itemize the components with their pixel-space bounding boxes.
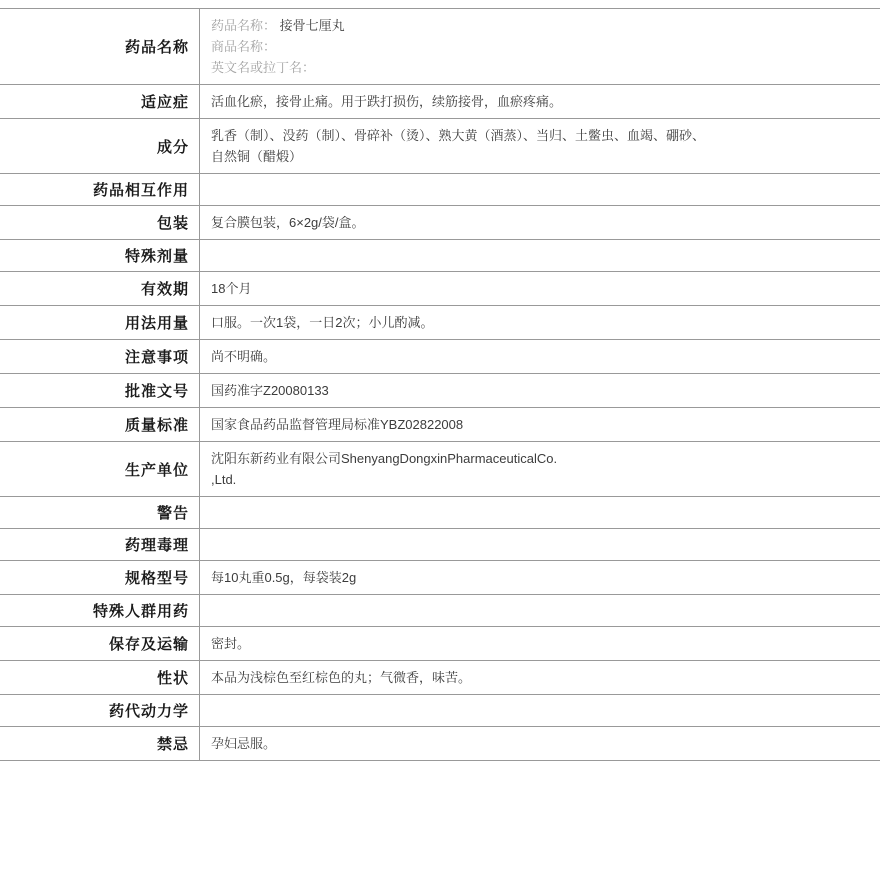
row-value: [200, 306, 880, 339]
value-line: [211, 15, 872, 36]
table-row: [0, 85, 880, 119]
row-value: [200, 442, 880, 496]
row-label: 特殊剂量: [0, 240, 200, 271]
row-label: 质量标准: [0, 408, 200, 441]
value-line: [211, 346, 872, 367]
value-line: [211, 146, 872, 167]
row-label: 成分: [0, 119, 200, 173]
row-value: [200, 529, 880, 560]
row-label: 药理毒理: [0, 529, 200, 560]
value-line: [211, 633, 872, 654]
row-value: [200, 206, 880, 239]
field-value: 复合膜包装，6×2g/袋/盒。: [211, 215, 365, 230]
row-value: [200, 85, 880, 118]
table-row: [0, 661, 880, 695]
row-value: [200, 374, 880, 407]
table-row: [0, 306, 880, 340]
row-value: [200, 9, 880, 84]
value-line: [211, 125, 872, 146]
field-value: 密封。: [211, 636, 251, 651]
value-line: [211, 733, 872, 754]
table-row: [0, 408, 880, 442]
table-row: [0, 119, 880, 174]
row-value: [200, 240, 880, 271]
field-value: 18个月: [211, 281, 252, 296]
field-value: 接骨七厘丸: [279, 18, 345, 33]
table-row: [0, 340, 880, 374]
row-value: [200, 119, 880, 173]
row-label: 规格型号: [0, 561, 200, 594]
table-row: [0, 529, 880, 561]
row-value: [200, 561, 880, 594]
table-row: [0, 442, 880, 497]
field-value: 口服。一次1袋，一日2次；小儿酌减。: [211, 315, 434, 330]
table-row: [0, 627, 880, 661]
field-value: ,Ltd.: [211, 472, 237, 487]
value-line: [211, 91, 872, 112]
table-row: [0, 561, 880, 595]
row-label: 性状: [0, 661, 200, 694]
row-label: 保存及运输: [0, 627, 200, 660]
value-line: [211, 36, 872, 57]
value-line: [211, 448, 872, 469]
field-value: 国家食品药品监督管理局标准YBZ02822008: [211, 417, 464, 432]
field-value: 自然铜（醋煅）: [211, 149, 303, 164]
row-value: [200, 695, 880, 726]
field-value: 每10丸重0.5g，每袋装2g: [211, 570, 357, 585]
field-label: 药品名称：: [211, 18, 280, 33]
row-label: 警告: [0, 497, 200, 528]
row-label: 注意事项: [0, 340, 200, 373]
value-line: [211, 380, 872, 401]
row-label: 药代动力学: [0, 695, 200, 726]
value-line: [211, 667, 872, 688]
row-label: 用法用量: [0, 306, 200, 339]
value-line: [211, 312, 872, 333]
table-row: [0, 9, 880, 85]
row-value: [200, 727, 880, 760]
row-value: [200, 661, 880, 694]
row-label: 特殊人群用药: [0, 595, 200, 626]
table-row: [0, 174, 880, 206]
table-row: [0, 374, 880, 408]
row-value: [200, 408, 880, 441]
row-value: [200, 272, 880, 305]
field-value: 国药准字Z20080133: [211, 383, 329, 398]
row-value: [200, 627, 880, 660]
row-label: 包装: [0, 206, 200, 239]
field-value: 乳香（制）、没药（制）、骨碎补（烫）、熟大黄（酒蒸）、当归、土鳖虫、血竭、硼砂、: [211, 128, 706, 143]
row-label: 禁忌: [0, 727, 200, 760]
row-value: [200, 497, 880, 528]
table-row: [0, 497, 880, 529]
row-label: 适应症: [0, 85, 200, 118]
row-label: 生产单位: [0, 442, 200, 496]
table-row: [0, 727, 880, 761]
row-label: 药品相互作用: [0, 174, 200, 205]
row-value: [200, 340, 880, 373]
value-line: [211, 567, 872, 588]
table-row: [0, 272, 880, 306]
row-label: 有效期: [0, 272, 200, 305]
table-row: [0, 695, 880, 727]
field-value: 尚不明确。: [211, 349, 277, 364]
value-line: [211, 212, 872, 233]
table-row: [0, 206, 880, 240]
table-row: [0, 240, 880, 272]
row-value: [200, 174, 880, 205]
value-line: [211, 57, 872, 78]
field-value: 活血化瘀，接骨止痛。用于跌打损伤，续筋接骨，血瘀疼痛。: [211, 94, 563, 109]
drug-info-table: [0, 8, 880, 761]
value-line: [211, 278, 872, 299]
value-line: [211, 414, 872, 435]
row-value: [200, 595, 880, 626]
field-label: 商品名称：: [211, 39, 280, 54]
field-label: 英文名或拉丁名：: [211, 60, 319, 75]
field-value: 沈阳东新药业有限公司ShenyangDongxinPharmaceuticalCo.: [211, 451, 558, 466]
field-value: 本品为浅棕色至红棕色的丸；气微香，味苦。: [211, 670, 472, 685]
row-label: 药品名称: [0, 9, 200, 84]
row-label: 批准文号: [0, 374, 200, 407]
field-value: 孕妇忌服。: [211, 736, 277, 751]
value-line: [211, 469, 872, 490]
table-row: [0, 595, 880, 627]
